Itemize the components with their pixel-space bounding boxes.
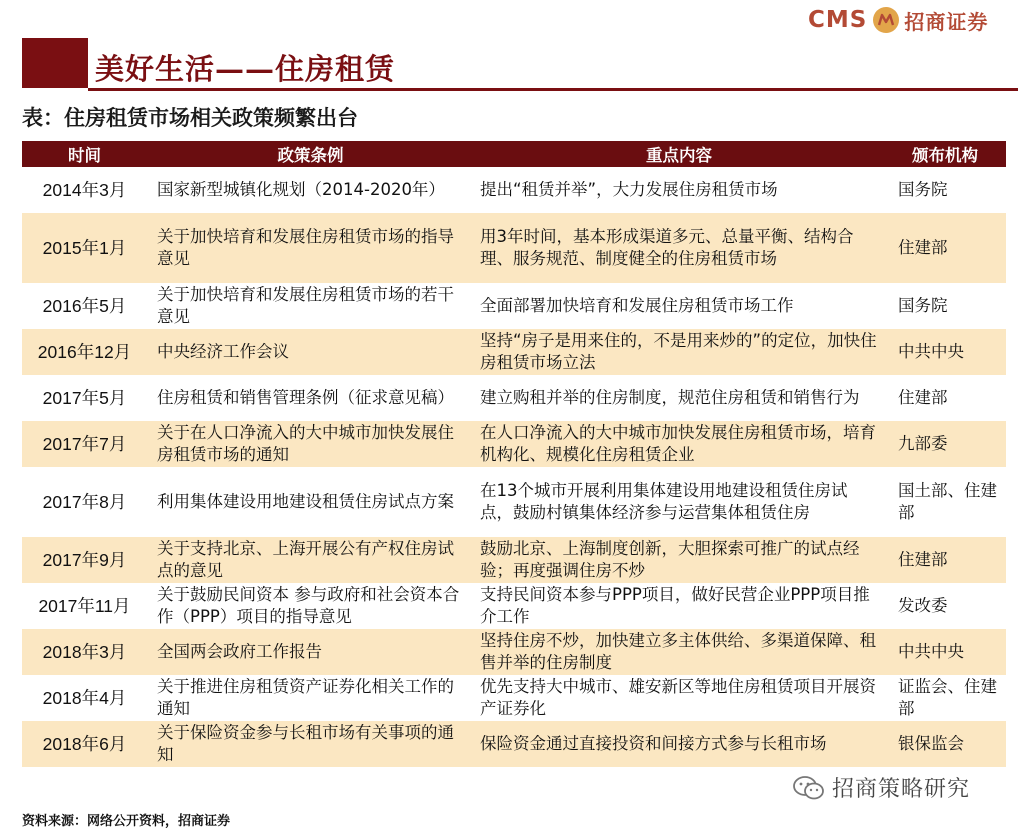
- cell-policy: [147, 537, 474, 583]
- cell-agency: [884, 583, 1006, 629]
- cell-policy: [147, 375, 474, 421]
- cell-content-text: 保险资金通过直接投资和间接方式参与长租市场: [480, 734, 827, 753]
- cell-policy-text: 关于支持北京、上海开展公有产权住房试点的意见: [157, 539, 454, 580]
- cell-agency: [884, 467, 1006, 537]
- cell-time: [22, 421, 147, 467]
- cell-time-text: 2017年9月: [42, 550, 127, 570]
- cell-time: [22, 467, 147, 537]
- cell-time-text: 2017年7月: [42, 434, 127, 454]
- column-header-content: 重点内容: [646, 146, 712, 165]
- cell-time-text: 2016年5月: [42, 296, 127, 316]
- cell-policy-text: 关于在人口净流入的大中城市加快发展住房租赁市场的通知: [157, 423, 454, 464]
- cell-policy: [147, 283, 474, 329]
- cell-content-text: 在人口净流入的大中城市加快发展住房租赁市场，培育机构化、规模化住房租赁企业: [480, 423, 876, 464]
- cell-time: [22, 675, 147, 721]
- table-row: [22, 421, 1006, 467]
- table-row: [22, 537, 1006, 583]
- cell-agency-text: 九部委: [898, 434, 948, 453]
- table-body: [22, 167, 1006, 767]
- cell-agency: [884, 167, 1006, 213]
- table-row: [22, 583, 1006, 629]
- cell-content: [474, 329, 884, 375]
- cell-agency: [884, 213, 1006, 283]
- cell-policy-text: 关于推进住房租赁资产证券化相关工作的通知: [157, 677, 454, 718]
- cell-agency: [884, 421, 1006, 467]
- cell-policy: [147, 167, 474, 213]
- cell-agency: [884, 675, 1006, 721]
- cell-agency-text: 住建部: [898, 238, 948, 257]
- cell-policy-text: 关于鼓励民间资本 参与政府和社会资本合作（PPP）项目的指导意见: [157, 585, 460, 626]
- cell-agency-text: 住建部: [898, 550, 948, 569]
- cell-content-text: 优先支持大中城市、雄安新区等地住房租赁项目开展资产证券化: [480, 677, 876, 718]
- cell-time-text: 2017年11月: [38, 596, 131, 616]
- cell-content-text: 建立购租并举的住房制度，规范住房租赁和销售行为: [480, 388, 860, 407]
- cell-content-text: 支持民间资本参与PPP项目，做好民营企业PPP项目推介工作: [480, 585, 870, 626]
- cell-time: [22, 375, 147, 421]
- cell-policy-text: 住房租赁和销售管理条例（征求意见稿）: [157, 388, 454, 407]
- cell-time-text: 2018年6月: [42, 734, 127, 754]
- cell-time: [22, 213, 147, 283]
- cell-content-text: 鼓励北京、上海制度创新，大胆探索可推广的试点经验；再度强调住房不炒: [480, 539, 860, 580]
- cell-agency: [884, 629, 1006, 675]
- cell-time: [22, 537, 147, 583]
- cell-content: [474, 283, 884, 329]
- cell-content: [474, 675, 884, 721]
- cell-agency: [884, 329, 1006, 375]
- cell-content: [474, 213, 884, 283]
- cell-time-text: 2018年3月: [42, 642, 127, 662]
- table-row: [22, 629, 1006, 675]
- cell-time: [22, 629, 147, 675]
- cell-content: [474, 721, 884, 767]
- logo-chinese: 招商证券: [904, 9, 989, 34]
- table-row: [22, 467, 1006, 537]
- cell-time: [22, 583, 147, 629]
- cell-policy-text: 国家新型城镇化规划（2014-2020年）: [157, 180, 445, 199]
- cell-time: [22, 721, 147, 767]
- cell-agency-text: 国务院: [898, 296, 948, 315]
- cell-policy: [147, 721, 474, 767]
- title-underline: [88, 88, 1018, 91]
- page-title: 美好生活——住房租赁: [95, 52, 396, 86]
- cell-content-text: 坚持“房子是用来住的，不是用来炒的”的定位，加快住房租赁市场立法: [480, 331, 877, 372]
- table-row: [22, 721, 1006, 767]
- column-header-policy: 政策条例: [277, 146, 344, 165]
- title-accent-block: [22, 38, 88, 88]
- cell-content-text: 坚持住房不炒，加快建立多主体供给、多渠道保障、租售并举的住房制度: [480, 631, 876, 672]
- cell-time: [22, 167, 147, 213]
- cell-policy: [147, 329, 474, 375]
- cell-content-text: 全面部署加快培育和发展住房租赁市场工作: [480, 296, 794, 315]
- cell-agency-text: 银保监会: [898, 734, 964, 753]
- logo-emblem-icon: [873, 7, 899, 33]
- cell-policy: [147, 629, 474, 675]
- cell-agency: [884, 537, 1006, 583]
- cell-agency-text: 发改委: [898, 596, 948, 615]
- cell-content-text: 提出“租赁并举”，大力发展住房租赁市场: [480, 180, 778, 199]
- cell-policy: [147, 213, 474, 283]
- cell-content-text: 在13个城市开展利用集体建设用地建设租赁住房试点，鼓励村镇集体经济参与运营集体租赁住房: [480, 481, 848, 522]
- column-header-agency: 颁布机构: [912, 146, 978, 165]
- wechat-icon: [792, 775, 826, 801]
- table-caption: 表：住房租赁市场相关政策频繁出台: [22, 106, 358, 130]
- cell-time-text: 2018年4月: [42, 688, 127, 708]
- cell-time-text: 2014年3月: [42, 180, 127, 200]
- cell-time: [22, 329, 147, 375]
- table-row: [22, 375, 1006, 421]
- table-row: [22, 167, 1006, 213]
- cell-policy-text: 中央经济工作会议: [157, 342, 289, 361]
- logo-latin: CMS: [808, 7, 868, 33]
- table-row: [22, 283, 1006, 329]
- watermark-text: 招商策略研究: [832, 777, 971, 802]
- wechat-watermark: [792, 772, 970, 803]
- policy-table: [22, 141, 1006, 767]
- cms-logo: [808, 5, 1014, 35]
- cell-agency-text: 国务院: [898, 180, 948, 199]
- cell-content-text: 用3年时间，基本形成渠道多元、总量平衡、结构合理、服务规范、制度健全的住房租赁市场: [480, 227, 854, 268]
- cell-policy: [147, 583, 474, 629]
- source-note: 资料来源：网络公开资料，招商证券: [22, 814, 231, 829]
- column-header-time: 时间: [68, 146, 101, 165]
- cell-policy-text: 关于加快培育和发展住房租赁市场的若干意见: [157, 285, 454, 326]
- cell-agency-text: 证监会、住建部: [898, 677, 997, 718]
- cell-policy: [147, 467, 474, 537]
- table-row: [22, 329, 1006, 375]
- cell-time-text: 2015年1月: [42, 238, 127, 258]
- cell-content: [474, 629, 884, 675]
- cell-time: [22, 283, 147, 329]
- cell-policy-text: 关于加快培育和发展住房租赁市场的指导意见: [157, 227, 454, 268]
- cell-time-text: 2016年12月: [37, 342, 132, 362]
- cell-policy: [147, 421, 474, 467]
- cell-content: [474, 375, 884, 421]
- cell-content: [474, 583, 884, 629]
- table-row: [22, 213, 1006, 283]
- cell-time-text: 2017年8月: [42, 492, 127, 512]
- table-row: [22, 675, 1006, 721]
- cell-agency: [884, 283, 1006, 329]
- cell-content: [474, 467, 884, 537]
- cell-agency: [884, 721, 1006, 767]
- cell-policy-text: 全国两会政府工作报告: [157, 642, 322, 661]
- cell-agency-text: 住建部: [898, 388, 948, 407]
- cell-content: [474, 537, 884, 583]
- cell-time-text: 2017年5月: [42, 388, 127, 408]
- cell-content: [474, 167, 884, 213]
- table-header: [22, 141, 1006, 167]
- cell-agency: [884, 375, 1006, 421]
- cell-policy: [147, 675, 474, 721]
- cell-agency-text: 中共中央: [898, 342, 964, 361]
- cell-policy-text: 利用集体建设用地建设租赁住房试点方案: [157, 492, 454, 511]
- cell-agency-text: 国土部、住建部: [898, 481, 997, 522]
- cell-policy-text: 关于保险资金参与长租市场有关事项的通知: [157, 723, 454, 764]
- cell-content: [474, 421, 884, 467]
- cell-agency-text: 中共中央: [898, 642, 964, 661]
